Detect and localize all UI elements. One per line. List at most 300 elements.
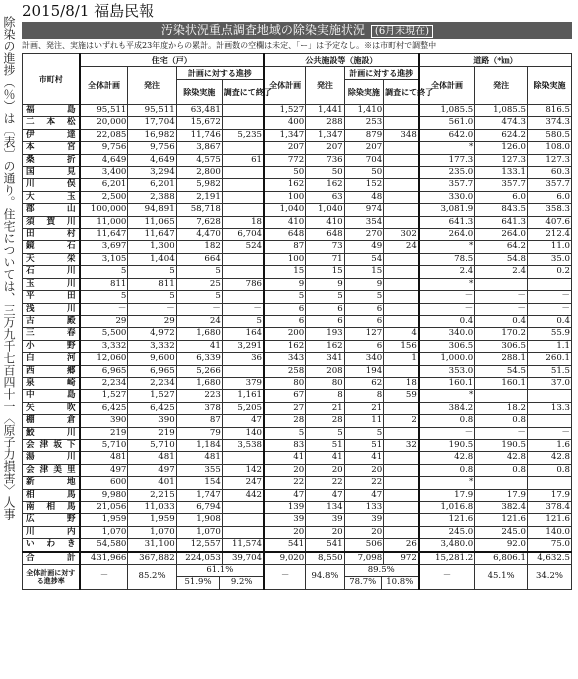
data-cell: 15 xyxy=(344,266,384,278)
data-cell: 11,000 xyxy=(80,216,128,228)
rate-label: 全体計画に対する進捗率 xyxy=(23,565,80,590)
data-cell xyxy=(222,117,264,129)
municipality-name: 須賀川 xyxy=(23,216,80,228)
data-cell: 42.8 xyxy=(475,452,528,464)
data-cell: 5 xyxy=(80,291,128,303)
table-row xyxy=(23,142,572,154)
data-cell xyxy=(527,477,571,489)
data-cell xyxy=(384,477,419,489)
data-cell: － xyxy=(419,427,475,439)
data-cell: 410 xyxy=(264,216,306,228)
data-cell: 5 xyxy=(176,291,222,303)
data-cell: 3,697 xyxy=(80,241,128,253)
data-cell: 208 xyxy=(306,365,344,377)
data-cell: 182 xyxy=(176,241,222,253)
data-cell: 20 xyxy=(306,464,344,476)
table-row xyxy=(23,353,572,365)
data-cell: 6 xyxy=(344,303,384,315)
header-municipality: 市町村 xyxy=(23,54,80,105)
rate-public-done: 78.7% xyxy=(345,577,382,588)
data-cell: 20 xyxy=(264,464,306,476)
data-cell: － xyxy=(475,303,528,315)
table-row xyxy=(23,539,572,552)
header-public-plan: 全体計画 xyxy=(264,67,306,105)
data-cell: 5,982 xyxy=(176,179,222,191)
data-cell: 21 xyxy=(306,402,344,414)
data-cell: 219 xyxy=(80,427,128,439)
data-cell: 164 xyxy=(222,328,264,340)
table-row xyxy=(23,390,572,402)
data-cell: 133 xyxy=(344,502,384,514)
data-cell: － xyxy=(475,291,528,303)
data-cell xyxy=(384,303,419,315)
data-cell: 121.6 xyxy=(419,514,475,526)
table-title: 汚染状況重点調査地域の除染実施状況 xyxy=(160,23,365,37)
data-cell: 95,511 xyxy=(80,105,128,117)
data-cell: 3,332 xyxy=(128,340,176,352)
table-row xyxy=(23,105,572,117)
table-row xyxy=(23,266,572,278)
data-cell: 3,332 xyxy=(80,340,128,352)
table-row xyxy=(23,117,572,129)
data-cell xyxy=(222,191,264,203)
data-cell xyxy=(384,452,419,464)
data-cell: 177.3 xyxy=(419,154,475,166)
data-cell: 18 xyxy=(384,377,419,389)
data-cell: 127.3 xyxy=(475,154,528,166)
table-row xyxy=(23,303,572,315)
data-cell: 6,794 xyxy=(176,502,222,514)
header-housing-done: 除染実施 xyxy=(176,80,222,105)
table-title-banner xyxy=(22,22,572,39)
data-cell: 18.2 xyxy=(475,402,528,414)
data-cell: 843.5 xyxy=(475,204,528,216)
data-cell: 6,965 xyxy=(80,365,128,377)
rate-public-plan: － xyxy=(264,565,306,590)
header-public-ordered: 発注 xyxy=(306,67,344,105)
data-cell: 1,404 xyxy=(128,253,176,265)
data-cell: 481 xyxy=(176,452,222,464)
table-row xyxy=(23,278,572,290)
data-cell xyxy=(384,142,419,154)
as-of-date: (6月末現在) xyxy=(371,25,433,38)
data-cell: 11,065 xyxy=(128,216,176,228)
data-cell: 51.5 xyxy=(527,365,571,377)
municipality-name: 新地 xyxy=(23,477,80,489)
data-cell xyxy=(222,167,264,179)
table-row xyxy=(23,377,572,389)
table-note: 計画、発注、実施はいずれも平成23年度からの累計。計画数の空欄は未定、「ー」は予定なし。※は市町村で調整中 xyxy=(22,41,437,50)
data-cell: 42.8 xyxy=(419,452,475,464)
data-cell: 190.5 xyxy=(419,439,475,451)
data-cell: 140.0 xyxy=(527,526,571,538)
data-cell: * xyxy=(419,390,475,402)
table-row xyxy=(23,477,572,489)
data-cell: 20 xyxy=(306,526,344,538)
decontamination-table xyxy=(22,53,572,590)
table-row xyxy=(23,241,572,253)
data-cell: 382.4 xyxy=(475,502,528,514)
data-cell: 63,481 xyxy=(176,105,222,117)
data-cell: 6,201 xyxy=(80,179,128,191)
data-cell: 0.8 xyxy=(475,415,528,427)
data-cell: 15,281.2 xyxy=(419,552,475,565)
data-cell: 32 xyxy=(384,439,419,451)
data-cell: 6 xyxy=(306,315,344,327)
data-cell: 1 xyxy=(384,353,419,365)
data-cell: 162 xyxy=(306,340,344,352)
data-cell: 2,388 xyxy=(128,191,176,203)
data-cell: 541 xyxy=(306,539,344,552)
data-cell: 160.1 xyxy=(419,377,475,389)
data-cell xyxy=(475,477,528,489)
data-cell: 1,184 xyxy=(176,439,222,451)
data-cell: 5 xyxy=(306,427,344,439)
table-row xyxy=(23,502,572,514)
data-cell: 42.8 xyxy=(527,452,571,464)
data-cell: 0.8 xyxy=(475,464,528,476)
table-row xyxy=(23,179,572,191)
table-row xyxy=(23,402,572,414)
data-cell: 36 xyxy=(222,353,264,365)
data-cell: 162 xyxy=(306,179,344,191)
rate-public-ordered: 94.8% xyxy=(306,565,344,590)
data-cell xyxy=(384,402,419,414)
data-cell: 6,704 xyxy=(222,229,264,241)
data-cell: 253 xyxy=(344,117,384,129)
data-cell: 41 xyxy=(306,452,344,464)
rate-housing-ordered: 85.2% xyxy=(128,565,176,590)
header-housing-survey: 調査にて終了 xyxy=(222,80,264,105)
table-row xyxy=(23,328,572,340)
data-cell: 80 xyxy=(264,377,306,389)
municipality-name: 泉崎 xyxy=(23,377,80,389)
total-row xyxy=(23,552,572,565)
data-cell: 1,016.8 xyxy=(419,502,475,514)
data-cell: 28 xyxy=(306,415,344,427)
header-housing-progress: 計画に対する進捗 xyxy=(176,67,264,80)
data-cell: 5 xyxy=(344,427,384,439)
data-cell xyxy=(222,526,264,538)
table-row xyxy=(23,154,572,166)
data-cell: 367,882 xyxy=(128,552,176,565)
table-row xyxy=(23,253,572,265)
data-cell xyxy=(475,390,528,402)
data-cell: 2,234 xyxy=(128,377,176,389)
data-cell: 3,538 xyxy=(222,439,264,451)
data-cell: 648 xyxy=(306,229,344,241)
data-cell: 162 xyxy=(264,179,306,191)
data-cell: 29 xyxy=(80,315,128,327)
data-cell xyxy=(384,278,419,290)
data-cell: 1,410 xyxy=(344,105,384,117)
data-cell: 5 xyxy=(306,291,344,303)
data-cell: 348 xyxy=(384,129,419,141)
data-cell: 15,672 xyxy=(176,117,222,129)
data-cell: 48 xyxy=(344,191,384,203)
data-cell: 6,806.1 xyxy=(475,552,528,565)
table-row xyxy=(23,340,572,352)
data-cell: 4,632.5 xyxy=(527,552,571,565)
table-row xyxy=(23,229,572,241)
data-cell: 5,710 xyxy=(128,439,176,451)
data-cell: 816.5 xyxy=(527,105,571,117)
data-cell: － xyxy=(527,291,571,303)
municipality-name: 古殿 xyxy=(23,315,80,327)
data-cell: － xyxy=(475,427,528,439)
data-cell xyxy=(384,291,419,303)
data-cell: 50 xyxy=(306,167,344,179)
data-cell xyxy=(222,502,264,514)
data-cell: 24 xyxy=(176,315,222,327)
data-cell xyxy=(384,167,419,179)
data-cell: 6 xyxy=(306,303,344,315)
data-cell: 3,480.0 xyxy=(419,539,475,552)
data-cell: 194 xyxy=(344,365,384,377)
data-cell: 16,982 xyxy=(128,129,176,141)
data-cell xyxy=(222,365,264,377)
data-cell: 6 xyxy=(264,315,306,327)
data-cell: 11 xyxy=(344,415,384,427)
data-cell: 306.5 xyxy=(475,340,528,352)
table-row xyxy=(23,439,572,451)
data-cell: 170.2 xyxy=(475,328,528,340)
data-cell: 9 xyxy=(264,278,306,290)
data-cell: 1.6 xyxy=(527,439,571,451)
data-cell: 641.3 xyxy=(419,216,475,228)
table-row xyxy=(23,415,572,427)
data-cell: 974 xyxy=(344,204,384,216)
data-cell: 1,347 xyxy=(306,129,344,141)
municipality-name: 会津坂下 xyxy=(23,439,80,451)
data-cell: 200 xyxy=(264,328,306,340)
data-cell: 22,085 xyxy=(80,129,128,141)
data-cell: 235.0 xyxy=(419,167,475,179)
municipality-name: 大玉 xyxy=(23,191,80,203)
data-cell: 5 xyxy=(176,266,222,278)
data-cell: 55.9 xyxy=(527,328,571,340)
data-cell xyxy=(384,266,419,278)
data-cell xyxy=(222,253,264,265)
municipality-name: 郡山 xyxy=(23,204,80,216)
data-cell: 0.4 xyxy=(527,315,571,327)
header-housing: 住宅（戸） xyxy=(80,54,264,67)
data-cell: 17,704 xyxy=(128,117,176,129)
municipality-name: 田村 xyxy=(23,229,80,241)
data-cell: 156 xyxy=(384,340,419,352)
data-cell: 353.0 xyxy=(419,365,475,377)
data-cell: 3,400 xyxy=(80,167,128,179)
data-cell xyxy=(222,179,264,191)
data-cell: 1,070 xyxy=(128,526,176,538)
data-cell: 5,235 xyxy=(222,129,264,141)
data-cell: 47 xyxy=(222,415,264,427)
data-cell: * xyxy=(419,477,475,489)
rate-public-survey: 10.8% xyxy=(386,577,414,588)
data-cell: 600 xyxy=(80,477,128,489)
data-cell xyxy=(384,179,419,191)
municipality-name: 平田 xyxy=(23,291,80,303)
data-cell: 972 xyxy=(384,552,419,565)
data-cell: 3,867 xyxy=(176,142,222,154)
data-cell: 2,191 xyxy=(176,191,222,203)
table-row xyxy=(23,427,572,439)
data-cell: 2.4 xyxy=(475,266,528,278)
data-cell: 811 xyxy=(128,278,176,290)
data-cell: 288.1 xyxy=(475,353,528,365)
municipality-name: 合計 xyxy=(23,552,80,565)
data-cell: 39 xyxy=(344,514,384,526)
municipality-name: 会津美里 xyxy=(23,464,80,476)
data-cell: 73 xyxy=(306,241,344,253)
data-cell: 260.1 xyxy=(527,353,571,365)
data-cell: 54 xyxy=(344,253,384,265)
data-cell: 92.0 xyxy=(475,539,528,552)
data-cell: 264.0 xyxy=(419,229,475,241)
rate-housing-done: 51.9% xyxy=(177,577,221,588)
data-cell: － xyxy=(222,303,264,315)
municipality-name: 石川 xyxy=(23,266,80,278)
data-cell: 41 xyxy=(176,340,222,352)
data-cell: 21,056 xyxy=(80,502,128,514)
data-cell: 1,527 xyxy=(80,390,128,402)
data-cell: 1,040 xyxy=(264,204,306,216)
data-cell: 54.8 xyxy=(475,253,528,265)
data-cell: 26 xyxy=(384,539,419,552)
data-cell: 1,908 xyxy=(176,514,222,526)
data-cell: 786 xyxy=(222,278,264,290)
data-cell: * xyxy=(419,241,475,253)
data-cell: 1,959 xyxy=(128,514,176,526)
data-cell: 47 xyxy=(344,489,384,501)
data-cell: － xyxy=(80,303,128,315)
data-cell: 20,000 xyxy=(80,117,128,129)
data-cell: 6,201 xyxy=(128,179,176,191)
data-cell: 8 xyxy=(344,390,384,402)
data-cell: 63 xyxy=(306,191,344,203)
data-cell: 11,574 xyxy=(222,539,264,552)
data-cell: 354 xyxy=(344,216,384,228)
rate-roads-done: 34.2% xyxy=(527,565,571,590)
data-cell: 355 xyxy=(176,464,222,476)
data-cell: 1.1 xyxy=(527,340,571,352)
municipality-name: 伊達 xyxy=(23,129,80,141)
data-cell: 2,234 xyxy=(80,377,128,389)
municipality-name: 川内 xyxy=(23,526,80,538)
rate-roads-plan: － xyxy=(419,565,475,590)
municipality-name: いわき xyxy=(23,539,80,552)
data-cell: 13.3 xyxy=(527,402,571,414)
table-row xyxy=(23,204,572,216)
table-row xyxy=(23,464,572,476)
data-cell: 340 xyxy=(344,353,384,365)
data-cell: 108.0 xyxy=(527,142,571,154)
adjacent-article-column: 除染の進捗（％）は〔表〕の通り。住宅については、三万九千七百四十一〈原子力損害〉人事 xyxy=(2,16,16,520)
data-cell: 641.3 xyxy=(475,216,528,228)
data-cell: 121.6 xyxy=(475,514,528,526)
data-cell: 378.4 xyxy=(527,502,571,514)
data-cell: 541 xyxy=(264,539,306,552)
data-cell: 100 xyxy=(264,253,306,265)
rate-housing-plan: － xyxy=(80,565,128,590)
data-cell: 264.0 xyxy=(475,229,528,241)
data-cell: 357.7 xyxy=(419,179,475,191)
progress-rate-row xyxy=(23,565,572,590)
data-cell xyxy=(384,502,419,514)
data-cell: 58,718 xyxy=(176,204,222,216)
data-cell: 6.0 xyxy=(527,191,571,203)
data-cell: 288 xyxy=(306,117,344,129)
data-cell: 39 xyxy=(306,514,344,526)
data-cell: 21 xyxy=(344,402,384,414)
data-cell: 121.6 xyxy=(527,514,571,526)
data-cell: 0.2 xyxy=(527,266,571,278)
data-cell: 87 xyxy=(176,415,222,427)
data-cell: 37.0 xyxy=(527,377,571,389)
data-cell: 378 xyxy=(176,402,222,414)
table-body xyxy=(23,105,572,565)
data-cell: 384.2 xyxy=(419,402,475,414)
data-cell: 54.5 xyxy=(475,365,528,377)
table-row xyxy=(23,452,572,464)
data-cell xyxy=(384,105,419,117)
municipality-name: 玉川 xyxy=(23,278,80,290)
data-cell: 1,527 xyxy=(128,390,176,402)
rate-housing-survey: 9.2% xyxy=(230,577,253,588)
municipality-name: 天栄 xyxy=(23,253,80,265)
data-cell: 0.8 xyxy=(419,415,475,427)
data-cell: － xyxy=(419,291,475,303)
data-cell: 1,680 xyxy=(176,377,222,389)
data-cell: 580.5 xyxy=(527,129,571,141)
dateline: 2015/8/1 福島民報 xyxy=(22,2,155,20)
data-cell: 12,060 xyxy=(80,353,128,365)
data-cell: 5,266 xyxy=(176,365,222,377)
data-cell: 17.9 xyxy=(419,489,475,501)
data-cell: 524 xyxy=(222,241,264,253)
data-cell: 126.0 xyxy=(475,142,528,154)
data-cell: 15 xyxy=(264,266,306,278)
data-cell: 341 xyxy=(306,353,344,365)
municipality-name: 矢吹 xyxy=(23,402,80,414)
data-cell: 20 xyxy=(264,526,306,538)
data-cell: 5,205 xyxy=(222,402,264,414)
data-cell: 1,959 xyxy=(80,514,128,526)
data-cell: 47 xyxy=(306,489,344,501)
data-cell: 219 xyxy=(128,427,176,439)
data-cell: 400 xyxy=(264,117,306,129)
data-cell: 9,980 xyxy=(80,489,128,501)
data-cell xyxy=(222,291,264,303)
data-cell: 374.3 xyxy=(527,117,571,129)
municipality-name: 本宮 xyxy=(23,142,80,154)
data-cell xyxy=(384,489,419,501)
table-row xyxy=(23,167,572,179)
data-cell: 2,215 xyxy=(128,489,176,501)
header-roads-ordered: 発注 xyxy=(475,67,528,105)
data-cell: 7,628 xyxy=(176,216,222,228)
data-cell: 11,647 xyxy=(80,229,128,241)
data-cell: 139 xyxy=(264,502,306,514)
data-cell: 9 xyxy=(344,278,384,290)
data-cell xyxy=(527,415,571,427)
municipality-name: 鏡石 xyxy=(23,241,80,253)
data-cell: 49 xyxy=(344,241,384,253)
data-cell xyxy=(384,216,419,228)
data-cell: 561.0 xyxy=(419,117,475,129)
data-cell: 497 xyxy=(80,464,128,476)
data-cell: 59 xyxy=(384,390,419,402)
